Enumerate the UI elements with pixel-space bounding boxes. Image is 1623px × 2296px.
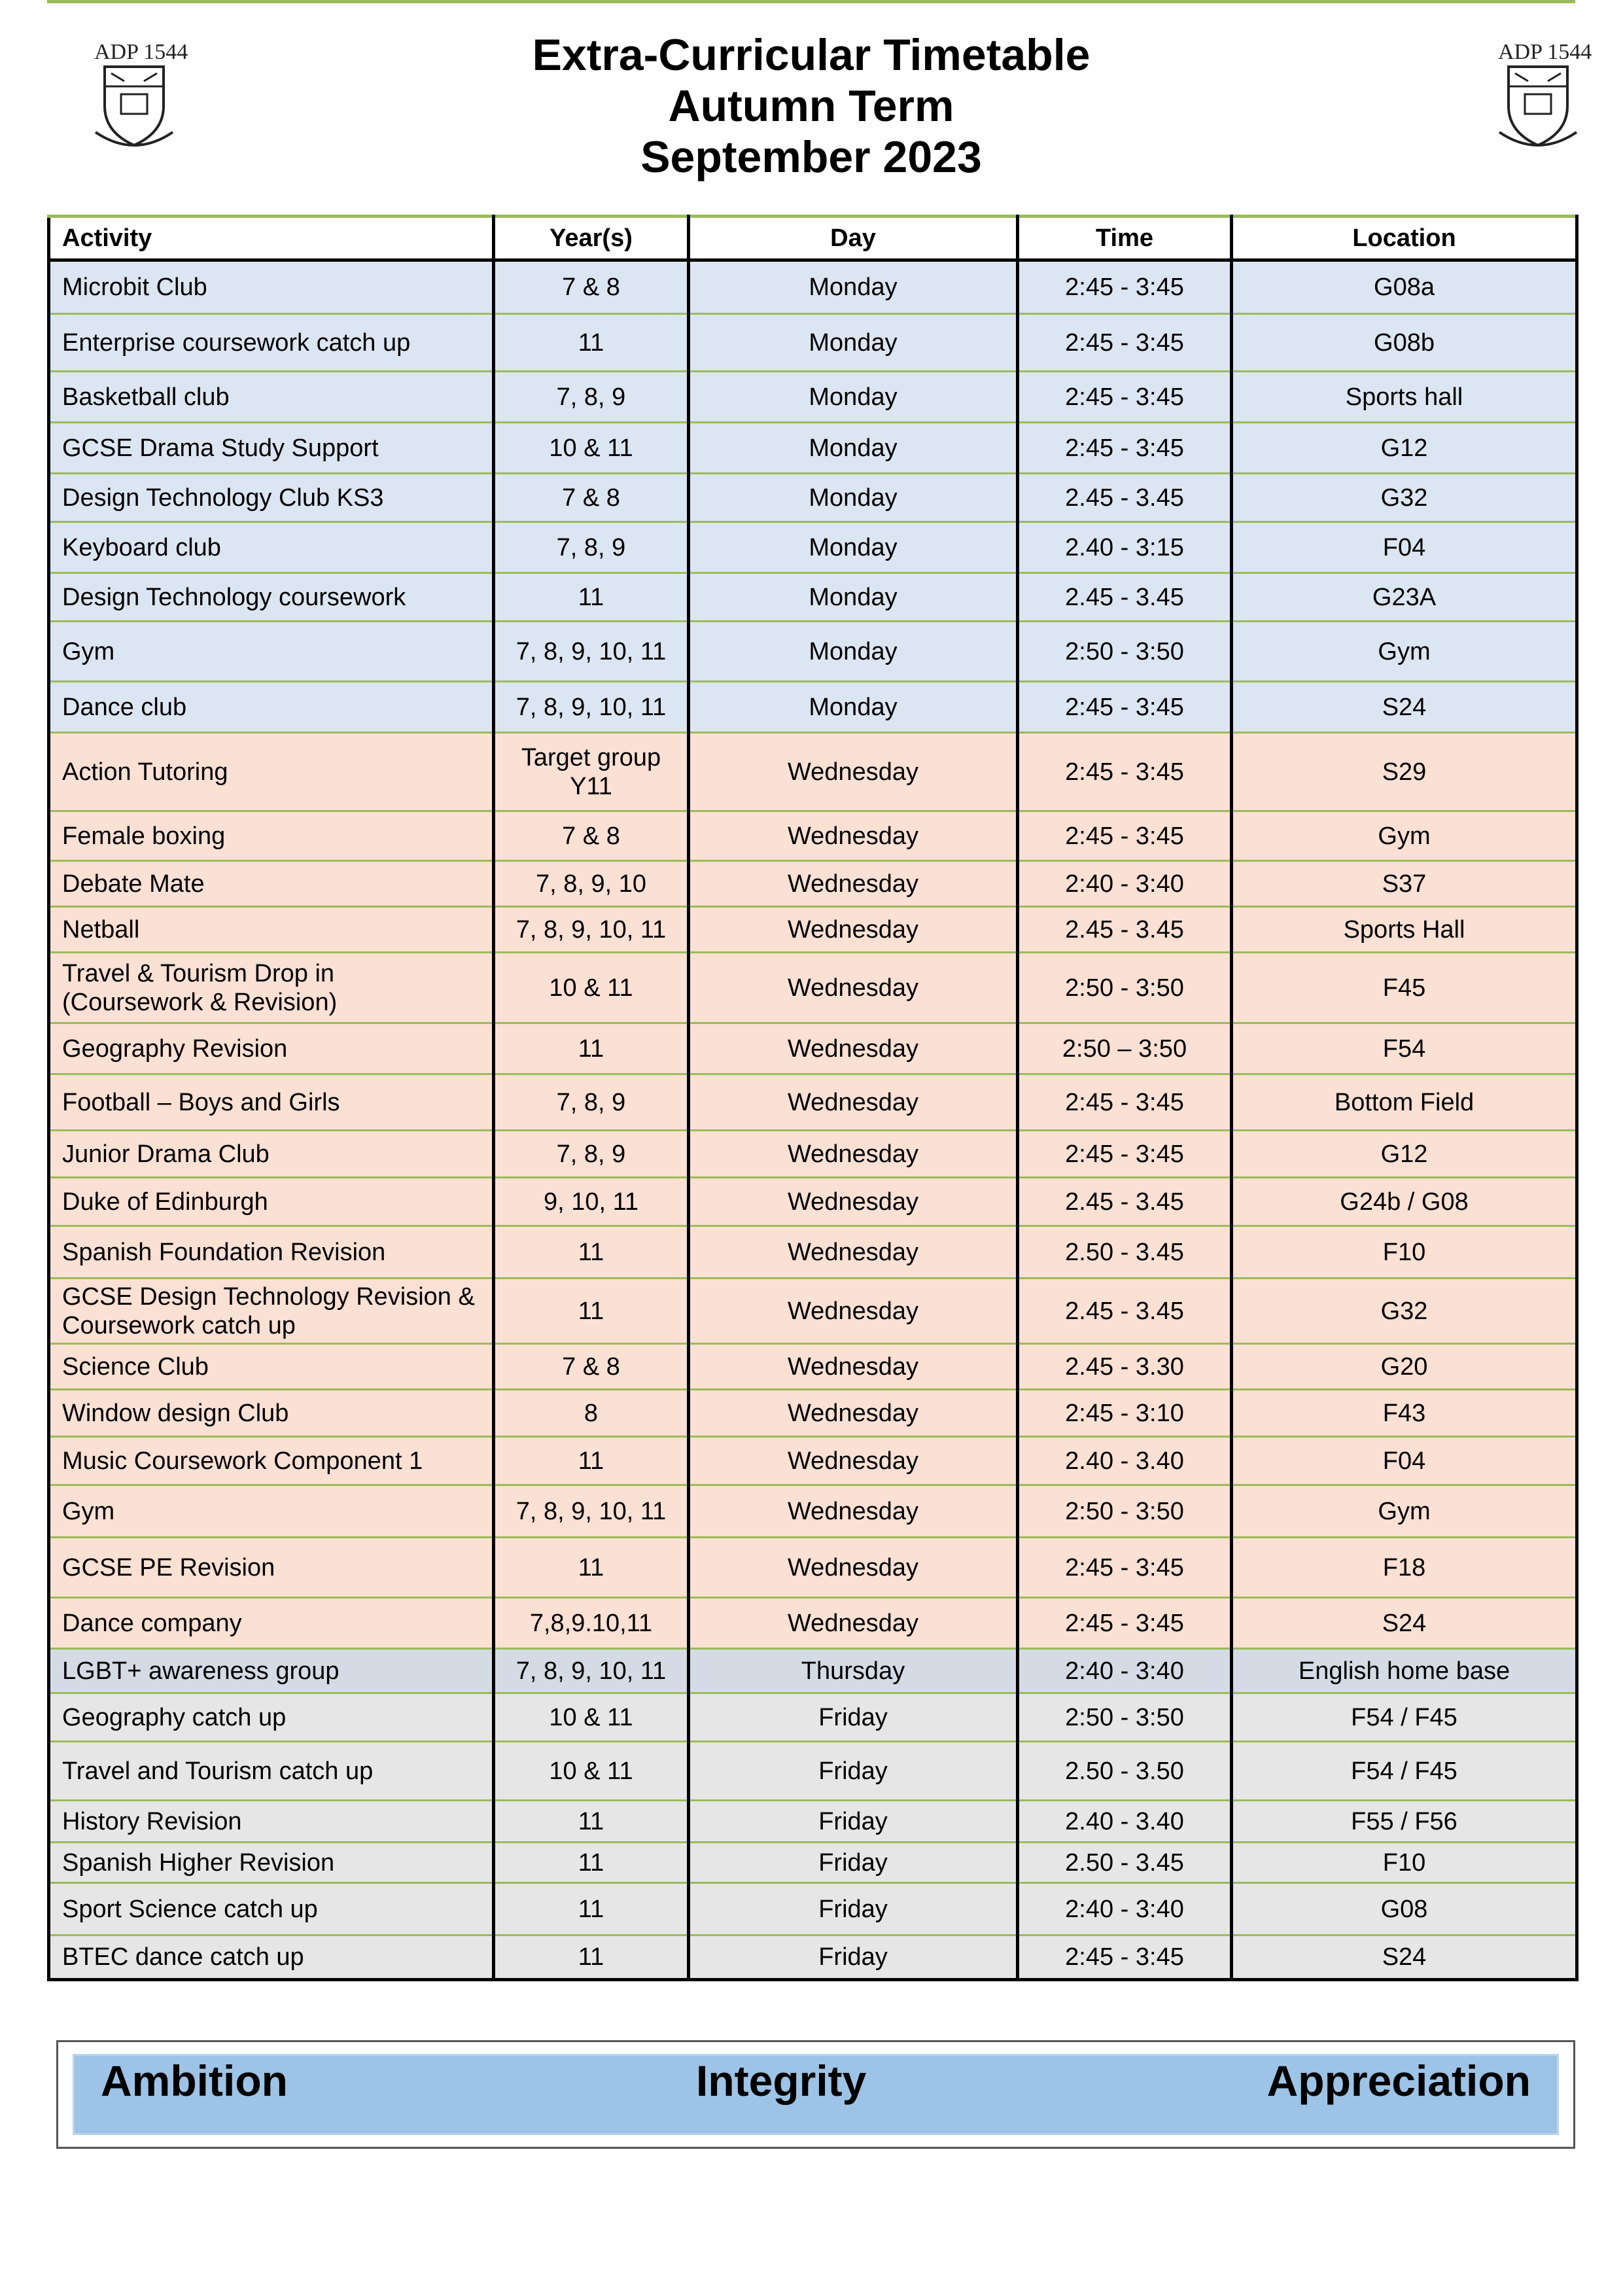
cell-time: 2:45 - 3:45 <box>1018 811 1232 861</box>
cell-activity: GCSE Drama Study Support <box>49 423 494 474</box>
cell-location: G08 <box>1232 1883 1577 1935</box>
cell-activity: Travel & Tourism Drop in (Coursework & Revision) <box>49 953 494 1023</box>
cell-location: S24 <box>1232 1935 1577 1980</box>
cell-activity: Female boxing <box>49 811 494 861</box>
cell-day: Wednesday <box>689 1390 1018 1437</box>
cell-location: Gym <box>1232 811 1577 861</box>
cell-years: 11 <box>494 1935 689 1980</box>
cell-day: Monday <box>689 314 1018 372</box>
cell-location: S24 <box>1232 1598 1577 1649</box>
cell-years: 11 <box>494 1023 689 1074</box>
cell-activity: GCSE Design Technology Revision & Coursework catch up <box>49 1279 494 1344</box>
column-header-time: Time <box>1018 217 1232 260</box>
cell-day: Monday <box>689 573 1018 622</box>
cell-activity: Dance club <box>49 682 494 733</box>
cell-time: 2:40 - 3:40 <box>1018 1883 1232 1935</box>
cell-years: 11 <box>494 1437 689 1485</box>
cell-activity: Gym <box>49 1485 494 1538</box>
cell-activity: LGBT+ awareness group <box>49 1649 494 1693</box>
cell-years: 11 <box>494 1226 689 1279</box>
cell-years: 7, 8, 9, 10, 11 <box>494 907 689 953</box>
cell-years: 9, 10, 11 <box>494 1178 689 1226</box>
value-integrity: Integrity <box>696 2057 867 2105</box>
table-row <box>49 1023 1577 1074</box>
cell-time: 2:45 - 3:45 <box>1018 733 1232 811</box>
table-row <box>49 423 1577 474</box>
cell-time: 2:45 - 3:10 <box>1018 1390 1232 1437</box>
cell-day: Wednesday <box>689 1485 1018 1538</box>
cell-years: 7, 8, 9 <box>494 372 689 423</box>
timetable-body <box>49 260 1577 1980</box>
cell-activity: Dance company <box>49 1598 494 1649</box>
cell-years: 7, 8, 9, 10, 11 <box>494 1485 689 1538</box>
cell-activity: Science Club <box>49 1344 494 1390</box>
column-header-activity: Activity <box>49 217 494 260</box>
cell-years: 10 & 11 <box>494 953 689 1023</box>
cell-activity: Spanish Higher Revision <box>49 1843 494 1883</box>
cell-location: F18 <box>1232 1538 1577 1598</box>
cell-location: G08b <box>1232 314 1577 372</box>
value-ambition: Ambition <box>101 2057 288 2105</box>
cell-time: 2.45 - 3.45 <box>1018 1279 1232 1344</box>
cell-location: G32 <box>1232 474 1577 522</box>
cell-time: 2:50 - 3:50 <box>1018 622 1232 682</box>
cell-location: G20 <box>1232 1344 1577 1390</box>
table-row <box>49 1485 1577 1538</box>
cell-day: Wednesday <box>689 1226 1018 1279</box>
cell-years: 11 <box>494 573 689 622</box>
cell-day: Wednesday <box>689 1074 1018 1131</box>
table-row <box>49 1226 1577 1279</box>
cell-activity: Enterprise coursework catch up <box>49 314 494 372</box>
cell-years: Target group Y11 <box>494 733 689 811</box>
table-row <box>49 1801 1577 1843</box>
cell-location: Bottom Field <box>1232 1074 1577 1131</box>
cell-years: 10 & 11 <box>494 423 689 474</box>
cell-day: Friday <box>689 1883 1018 1935</box>
table-row <box>49 522 1577 573</box>
cell-location: G32 <box>1232 1279 1577 1344</box>
table-row <box>49 1843 1577 1883</box>
page-title <box>327 29 1295 183</box>
column-header-location: Location <box>1232 217 1577 260</box>
cell-years: 7 & 8 <box>494 260 689 314</box>
cell-time: 2.40 - 3.40 <box>1018 1801 1232 1843</box>
cell-years: 7 & 8 <box>494 474 689 522</box>
cell-activity: Spanish Foundation Revision <box>49 1226 494 1279</box>
cell-day: Friday <box>689 1693 1018 1742</box>
cell-years: 7, 8, 9 <box>494 522 689 573</box>
cell-location: F54 <box>1232 1023 1577 1074</box>
table-row <box>49 314 1577 372</box>
cell-years: 7, 8, 9, 10, 11 <box>494 682 689 733</box>
cell-time: 2:45 - 3:45 <box>1018 423 1232 474</box>
table-row <box>49 1935 1577 1980</box>
cell-day: Friday <box>689 1935 1018 1980</box>
cell-location: Gym <box>1232 1485 1577 1538</box>
table-row <box>49 733 1577 811</box>
cell-time: 2.45 - 3.45 <box>1018 907 1232 953</box>
school-crest-right <box>1495 34 1592 150</box>
table-header-row <box>49 217 1577 260</box>
table-row <box>49 953 1577 1023</box>
cell-location: G23A <box>1232 573 1577 622</box>
cell-location: G12 <box>1232 423 1577 474</box>
table-row <box>49 1598 1577 1649</box>
cell-years: 11 <box>494 1279 689 1344</box>
cell-activity: Geography Revision <box>49 1023 494 1074</box>
cell-years: 10 & 11 <box>494 1693 689 1742</box>
cell-time: 2:45 - 3:45 <box>1018 1074 1232 1131</box>
cell-location: G08a <box>1232 260 1577 314</box>
svg-text:ADP 1544: ADP 1544 <box>94 40 188 64</box>
table-row <box>49 372 1577 423</box>
cell-activity: Basketball club <box>49 372 494 423</box>
cell-location: English home base <box>1232 1649 1577 1693</box>
table-row <box>49 260 1577 314</box>
table-row <box>49 573 1577 622</box>
cell-years: 7, 8, 9 <box>494 1074 689 1131</box>
table-row <box>49 811 1577 861</box>
cell-time: 2:45 - 3:45 <box>1018 1538 1232 1598</box>
cell-day: Monday <box>689 260 1018 314</box>
cell-activity: Travel and Tourism catch up <box>49 1742 494 1801</box>
cell-day: Wednesday <box>689 953 1018 1023</box>
table-row <box>49 907 1577 953</box>
cell-activity: Action Tutoring <box>49 733 494 811</box>
cell-location: F04 <box>1232 1437 1577 1485</box>
table-row <box>49 474 1577 522</box>
cell-day: Thursday <box>689 1649 1018 1693</box>
cell-years: 7, 8, 9, 10 <box>494 861 689 907</box>
subtitle-date: September 2023 <box>640 132 982 182</box>
cell-day: Wednesday <box>689 1023 1018 1074</box>
cell-years: 7 & 8 <box>494 811 689 861</box>
cell-day: Wednesday <box>689 811 1018 861</box>
school-crest-left <box>92 34 188 150</box>
cell-activity: BTEC dance catch up <box>49 1935 494 1980</box>
cell-years: 7,8,9.10,11 <box>494 1598 689 1649</box>
cell-location: F43 <box>1232 1390 1577 1437</box>
cell-day: Monday <box>689 423 1018 474</box>
cell-activity: Geography catch up <box>49 1693 494 1742</box>
column-header-day: Day <box>689 217 1018 260</box>
column-header-years: Year(s) <box>494 217 689 260</box>
cell-activity: Sport Science catch up <box>49 1883 494 1935</box>
cell-activity: History Revision <box>49 1801 494 1843</box>
cell-activity: Microbit Club <box>49 260 494 314</box>
cell-activity: Duke of Edinburgh <box>49 1178 494 1226</box>
table-row <box>49 1178 1577 1226</box>
cell-activity: Music Coursework Component 1 <box>49 1437 494 1485</box>
table-row <box>49 1074 1577 1131</box>
cell-location: G12 <box>1232 1131 1577 1178</box>
cell-location: Sports Hall <box>1232 907 1577 953</box>
cell-day: Monday <box>689 622 1018 682</box>
cell-day: Wednesday <box>689 907 1018 953</box>
table-row <box>49 1279 1577 1344</box>
table-row <box>49 1649 1577 1693</box>
cell-day: Friday <box>689 1742 1018 1801</box>
cell-location: F10 <box>1232 1843 1577 1883</box>
subtitle-term: Autumn Term <box>668 81 954 131</box>
cell-years: 7, 8, 9 <box>494 1131 689 1178</box>
cell-location: F54 / F45 <box>1232 1693 1577 1742</box>
cell-years: 7, 8, 9, 10, 11 <box>494 622 689 682</box>
cell-activity: Design Technology Club KS3 <box>49 474 494 522</box>
cell-activity: Football – Boys and Girls <box>49 1074 494 1131</box>
table-row <box>49 1437 1577 1485</box>
cell-day: Wednesday <box>689 861 1018 907</box>
cell-years: 7 & 8 <box>494 1344 689 1390</box>
cell-time: 2:45 - 3:45 <box>1018 260 1232 314</box>
cell-time: 2.45 - 3.45 <box>1018 474 1232 522</box>
cell-location: F45 <box>1232 953 1577 1023</box>
cell-activity: Window design Club <box>49 1390 494 1437</box>
cell-time: 2:45 - 3:45 <box>1018 1935 1232 1980</box>
cell-day: Monday <box>689 474 1018 522</box>
title-line: Extra-Curricular Timetable <box>532 30 1091 80</box>
timetable <box>47 215 1579 1981</box>
cell-location: F55 / F56 <box>1232 1801 1577 1843</box>
table-row <box>49 1883 1577 1935</box>
cell-time: 2:45 - 3:45 <box>1018 314 1232 372</box>
cell-time: 2.50 - 3.50 <box>1018 1742 1232 1801</box>
cell-activity: GCSE PE Revision <box>49 1538 494 1598</box>
table-row <box>49 622 1577 682</box>
cell-years: 8 <box>494 1390 689 1437</box>
cell-time: 2:40 - 3:40 <box>1018 1649 1232 1693</box>
cell-location: S37 <box>1232 861 1577 907</box>
cell-years: 7, 8, 9, 10, 11 <box>494 1649 689 1693</box>
cell-day: Wednesday <box>689 733 1018 811</box>
cell-activity: Netball <box>49 907 494 953</box>
cell-time: 2.45 - 3.45 <box>1018 573 1232 622</box>
top-rule <box>47 0 1575 3</box>
cell-time: 2:40 - 3:40 <box>1018 861 1232 907</box>
cell-time: 2:45 - 3:45 <box>1018 372 1232 423</box>
cell-day: Monday <box>689 682 1018 733</box>
cell-location: Sports hall <box>1232 372 1577 423</box>
cell-time: 2.45 - 3.45 <box>1018 1178 1232 1226</box>
cell-time: 2:50 - 3:50 <box>1018 1485 1232 1538</box>
cell-time: 2.45 - 3.30 <box>1018 1344 1232 1390</box>
cell-activity: Design Technology coursework <box>49 573 494 622</box>
value-appreciation: Appreciation <box>1266 2057 1531 2105</box>
cell-location: S29 <box>1232 733 1577 811</box>
cell-years: 11 <box>494 1538 689 1598</box>
cell-time: 2:50 – 3:50 <box>1018 1023 1232 1074</box>
cell-day: Monday <box>689 522 1018 573</box>
table-row <box>49 861 1577 907</box>
table-row <box>49 1390 1577 1437</box>
cell-location: F10 <box>1232 1226 1577 1279</box>
cell-years: 11 <box>494 1801 689 1843</box>
cell-day: Friday <box>689 1843 1018 1883</box>
table-row <box>49 1344 1577 1390</box>
cell-time: 2.40 - 3:15 <box>1018 522 1232 573</box>
cell-day: Wednesday <box>689 1437 1018 1485</box>
cell-years: 11 <box>494 1843 689 1883</box>
cell-day: Wednesday <box>689 1178 1018 1226</box>
cell-time: 2.50 - 3.45 <box>1018 1226 1232 1279</box>
table-row <box>49 1131 1577 1178</box>
cell-time: 2:45 - 3:45 <box>1018 1131 1232 1178</box>
cell-day: Wednesday <box>689 1538 1018 1598</box>
cell-years: 11 <box>494 314 689 372</box>
cell-time: 2:45 - 3:45 <box>1018 1598 1232 1649</box>
cell-day: Friday <box>689 1801 1018 1843</box>
table-row <box>49 682 1577 733</box>
cell-time: 2:45 - 3:45 <box>1018 682 1232 733</box>
table-row <box>49 1693 1577 1742</box>
cell-years: 10 & 11 <box>494 1742 689 1801</box>
cell-day: Wednesday <box>689 1344 1018 1390</box>
cell-location: S24 <box>1232 682 1577 733</box>
cell-activity: Keyboard club <box>49 522 494 573</box>
cell-day: Wednesday <box>689 1279 1018 1344</box>
cell-day: Wednesday <box>689 1598 1018 1649</box>
cell-activity: Debate Mate <box>49 861 494 907</box>
cell-day: Wednesday <box>689 1131 1018 1178</box>
cell-location: G24b / G08 <box>1232 1178 1577 1226</box>
cell-activity: Gym <box>49 622 494 682</box>
table-row <box>49 1742 1577 1801</box>
cell-location: F04 <box>1232 522 1577 573</box>
school-values-banner <box>56 2040 1575 2149</box>
cell-time: 2:50 - 3:50 <box>1018 953 1232 1023</box>
svg-text:ADP 1544: ADP 1544 <box>1498 40 1592 64</box>
cell-time: 2.50 - 3.45 <box>1018 1843 1232 1883</box>
cell-location: F54 / F45 <box>1232 1742 1577 1801</box>
cell-activity: Junior Drama Club <box>49 1131 494 1178</box>
cell-time: 2:50 - 3:50 <box>1018 1693 1232 1742</box>
cell-time: 2.40 - 3.40 <box>1018 1437 1232 1485</box>
cell-location: Gym <box>1232 622 1577 682</box>
values-panel <box>73 2054 1559 2135</box>
table-row <box>49 1538 1577 1598</box>
cell-day: Monday <box>689 372 1018 423</box>
cell-years: 11 <box>494 1883 689 1935</box>
